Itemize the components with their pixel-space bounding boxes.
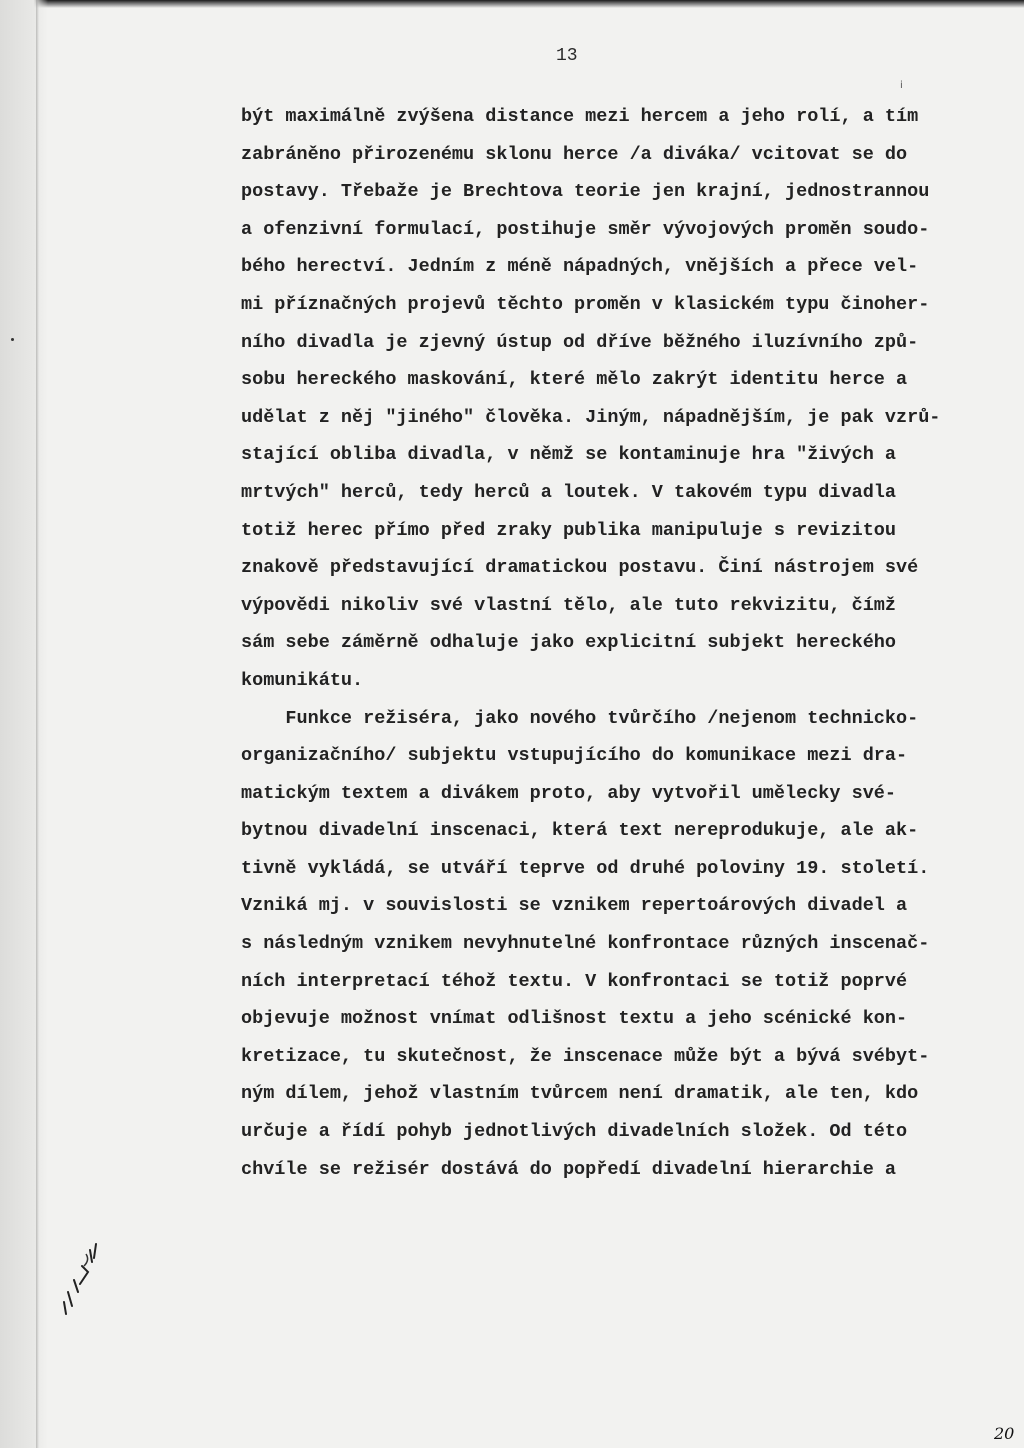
text-line: organizačního/ subjektu vstupujícího do komunikace mezi dra- — [241, 745, 908, 767]
text-line: sám sebe záměrně odhaluje jako explicitní subjekt hereckého — [241, 632, 897, 654]
text-line: bytnou divadelní inscenaci, která text nereprodukuje, ale ak- — [241, 820, 919, 842]
text-line: sobu hereckého maskování, které mělo zakrýt identitu herce a — [241, 369, 908, 391]
text-line: postavy. Třebaže je Brechtova teorie jen krajní, jednostrannou — [241, 181, 930, 203]
text-line: tivně vykládá, se utváří teprve od druhé poloviny 19. století. — [241, 857, 930, 879]
text-line: Funkce režiséra, jako nového tvůrčího /nejenom technicko- — [241, 707, 919, 729]
text-line: bého herectví. Jedním z méně nápadných, vnějších a přece vel- — [241, 256, 919, 278]
handwritten-note: 20 — [994, 1424, 1015, 1443]
text-line: kretizace, tu skutečnost, že inscenace může být a bývá svébyt- — [241, 1045, 930, 1067]
text-line: mi příznačných projevů těchto proměn v klasickém typu činoher- — [241, 293, 930, 315]
text-line: stající obliba divadla, v němž se kontaminuje hra "živých a — [241, 444, 897, 466]
text-line: být maximálně zvýšena distance mezi hercem a jeho rolí, a tím — [241, 106, 919, 127]
text-line: zabráněno přirozenému sklonu herce /a diváka/ vcitovat se do — [241, 143, 908, 165]
page-number: 13 — [556, 46, 578, 66]
body-text — [241, 98, 961, 1188]
margin-dot — [11, 338, 14, 341]
text-line: matickým textem a divákem proto, aby vytvořil umělecky své- — [241, 782, 897, 804]
text-line: s následným vznikem nevyhnutelné konfrontace různých inscenač- — [241, 933, 930, 955]
text-line: udělat z něj "jiného" člověka. Jiným, nápadnějším, je pak vzrů- — [241, 406, 941, 428]
scan-page-edge — [36, 0, 39, 1448]
text-line: znakově představující dramatickou postavu. Činí nástrojem své — [241, 557, 919, 579]
text-line: objevuje možnost vnímat odlišnost textu a jeho scénické kon- — [241, 1008, 908, 1030]
text-line: totiž herec přímo před zraky publika manipuluje s revizitou — [241, 519, 897, 541]
text-line: ního divadla je zjevný ústup od dříve běžného iluzívního způ- — [241, 331, 919, 353]
text-line: komunikátu. — [241, 669, 364, 691]
corner-mark: i — [900, 80, 903, 91]
margin-scribble — [52, 1232, 112, 1332]
text-line: ným dílem, jehož vlastním tvůrcem není dramatik, ale ten, kdo — [241, 1083, 919, 1105]
scan-top-edge — [0, 0, 1024, 8]
text-line: Vzniká mj. v souvislosti se vznikem repertoárových divadel a — [241, 895, 908, 917]
text-line: výpovědi nikoliv své vlastní tělo, ale tuto rekvizitu, čímž — [241, 594, 897, 616]
scan-left-margin — [0, 0, 48, 1448]
text-line: určuje a řídí pohyb jednotlivých divadelních složek. Od této — [241, 1121, 908, 1143]
text-line: mrtvých" herců, tedy herců a loutek. V takovém typu divadla — [241, 481, 897, 503]
text-line: a ofenzivní formulací, postihuje směr vývojových proměn soudo- — [241, 218, 930, 240]
text-line: ních interpretací téhož textu. V konfrontaci se totiž poprvé — [241, 970, 908, 992]
text-line: chvíle se režisér dostává do popředí divadelní hierarchie a — [241, 1158, 897, 1180]
